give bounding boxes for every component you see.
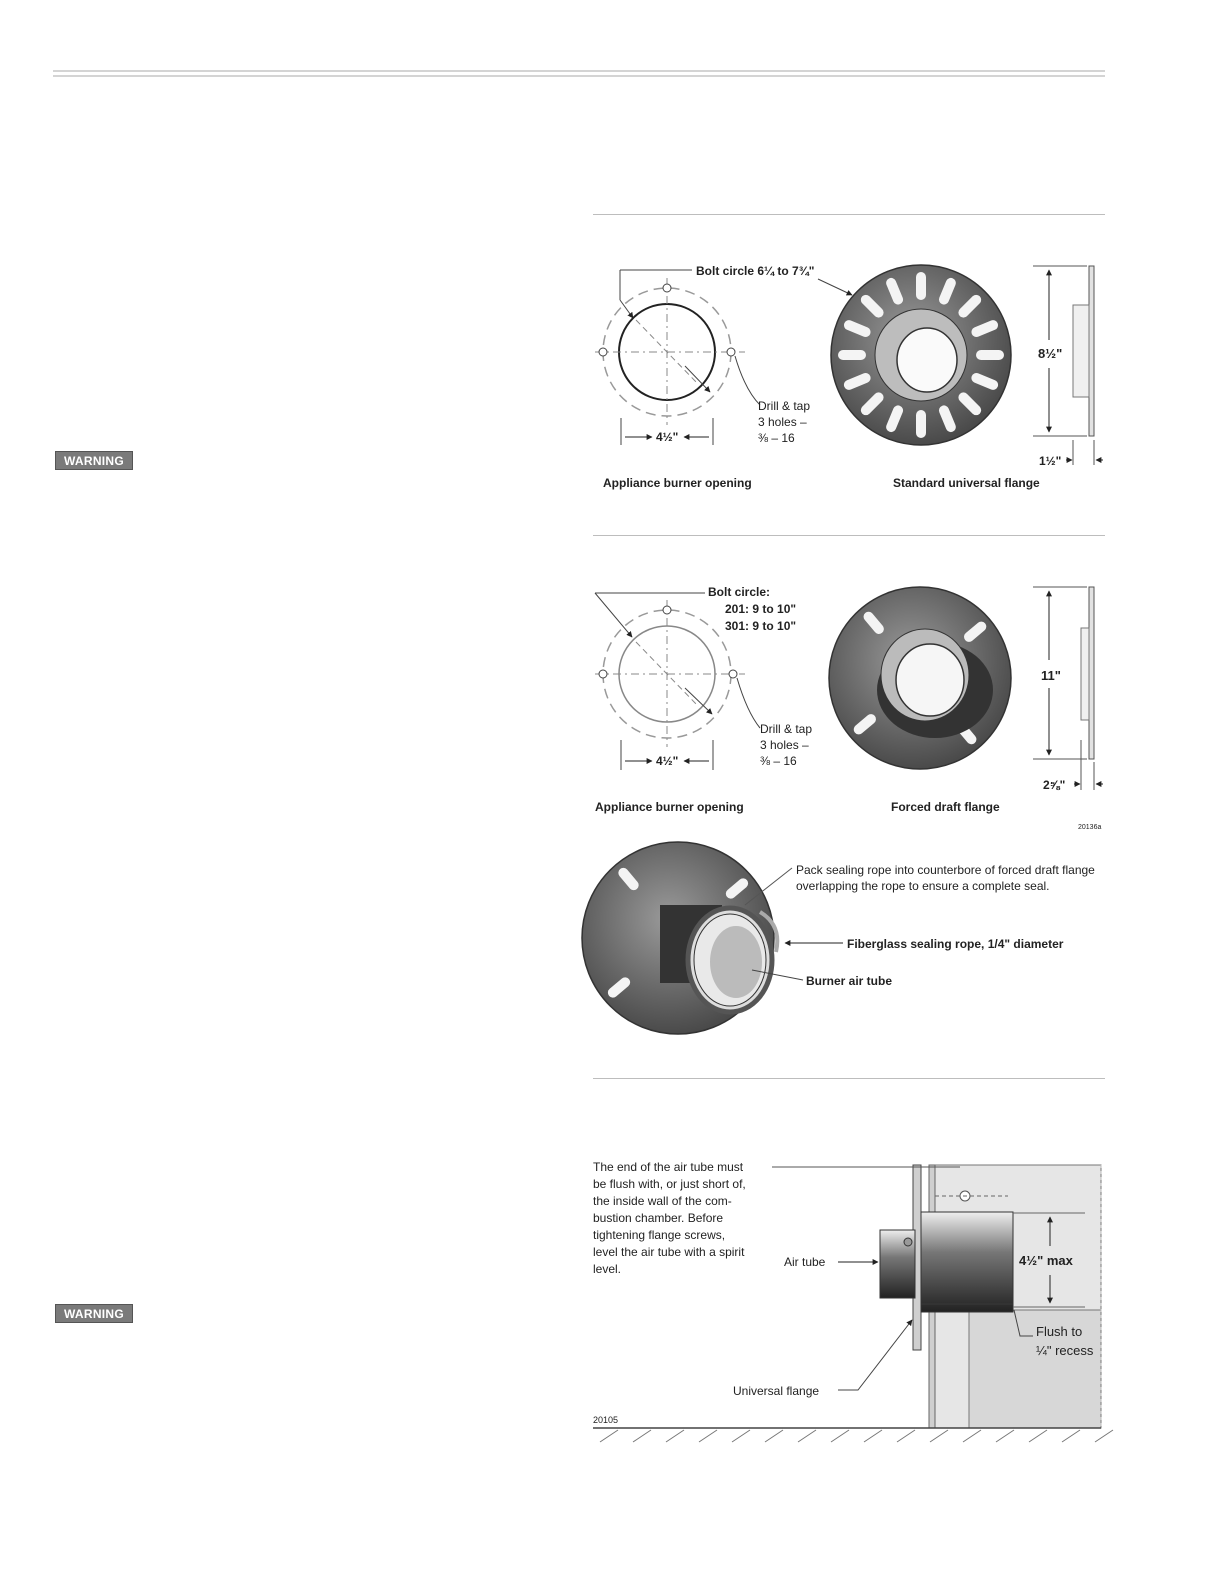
figure2-height-dim: 11" <box>1041 668 1061 683</box>
svg-text:The end of the air tube must <box>593 1160 749 1276</box>
hatch-stroke <box>732 1430 750 1442</box>
figure4-note-line2: be flush with, or just short of, <box>593 1177 746 1191</box>
figure1-drill-line3: ⅜ – 16 <box>758 431 795 445</box>
figure1-side-profile <box>1033 266 1103 465</box>
hatch-stroke <box>1029 1430 1047 1442</box>
figure4-air-tube-label: Air tube <box>784 1255 826 1269</box>
figure3-sealing-rope-drawing <box>582 842 777 1034</box>
hatch-stroke <box>864 1430 882 1442</box>
figure1-caption-left: Appliance burner opening <box>603 476 752 490</box>
hatch-stroke <box>831 1430 849 1442</box>
figure2-drill-line1: Drill & tap <box>760 722 813 736</box>
figure2-drill-line3: ⅜ – 16 <box>760 754 797 768</box>
hatch-stroke <box>633 1430 651 1442</box>
figure2-depth-dim: 2⅝" <box>1043 778 1066 792</box>
warning-badge-2: WARNING <box>55 1304 133 1323</box>
figure3-air-tube-label: Burner air tube <box>806 974 893 988</box>
hatch-stroke <box>699 1430 717 1442</box>
hatch-stroke <box>930 1430 948 1442</box>
figure2-side-profile <box>1033 587 1103 790</box>
figure2-caption-left: Appliance burner opening <box>595 800 744 814</box>
hatch-stroke <box>765 1430 783 1442</box>
figure3-pack-line1: Pack sealing rope into counterbore of forced draft flange <box>796 863 1095 877</box>
figure4-note-line6: level the air tube with a spirit <box>593 1245 745 1259</box>
figure1-bolt-circle-label: Bolt circle 6¼ to 7¾" <box>696 264 815 278</box>
figure2-figure-code: 20136a <box>1078 824 1102 831</box>
figure2-caption-right: Forced draft flange <box>891 800 1000 814</box>
figure1-depth-dim: 1½" <box>1039 454 1062 468</box>
figure2-drill-line2: 3 holes – <box>760 738 809 752</box>
figure1-height-dim: 8½" <box>1038 346 1063 361</box>
figure2-bolt-circle-label: Bolt circle: <box>708 585 771 599</box>
figure1-universal-flange <box>818 265 1011 445</box>
hatch-stroke <box>1095 1430 1113 1442</box>
figure1-drill-line1: Drill & tap <box>758 399 811 413</box>
figure3-pack-line2: overlapping the rope to ensure a complete seal. <box>796 879 1050 893</box>
figure4-note-line7: level. <box>593 1262 622 1276</box>
figure1-appliance-opening <box>595 270 760 445</box>
hatch-stroke <box>897 1430 915 1442</box>
figure4-universal-flange-label: Universal flange <box>733 1384 820 1398</box>
hatch-stroke <box>1062 1430 1080 1442</box>
figure3-rope-label: Fiberglass sealing rope, 1/4" diameter <box>847 937 1064 951</box>
figure4-figure-code: 20105 <box>593 1415 619 1425</box>
figure1-width-dim: 4½" <box>656 430 679 444</box>
hatch-stroke <box>996 1430 1014 1442</box>
hatch-stroke <box>666 1430 684 1442</box>
figure1-drill-line2: 3 holes – <box>758 415 807 429</box>
figure4-note-line1: The end of the air tube must <box>593 1160 744 1174</box>
warning-badge-1: WARNING <box>55 451 133 470</box>
figure1-caption-right: Standard universal flange <box>893 476 1040 490</box>
figure4-note-line5: tightening flange screws, <box>593 1228 726 1242</box>
figure4-flush-line1: Flush to <box>1036 1324 1083 1339</box>
figure4-note-line3: the inside wall of the com- <box>593 1194 732 1208</box>
figure2-bolt-301: 301: 9 to 10" <box>725 619 797 633</box>
hatch-stroke <box>600 1430 618 1442</box>
hatch-stroke <box>798 1430 816 1442</box>
figure4-note-line4: bustion chamber. Before <box>593 1211 724 1225</box>
figure2-forced-draft-flange <box>829 587 1011 769</box>
figure4-max-dim: 4½" max <box>1019 1253 1073 1268</box>
figure2-bolt-201: 201: 9 to 10" <box>725 602 797 616</box>
figure2-width-dim: 4½" <box>656 754 679 768</box>
hatch-stroke <box>963 1430 981 1442</box>
figure4-flush-line2: ¼" recess <box>1036 1343 1094 1358</box>
figure4-floor-hatch <box>600 1430 1113 1442</box>
